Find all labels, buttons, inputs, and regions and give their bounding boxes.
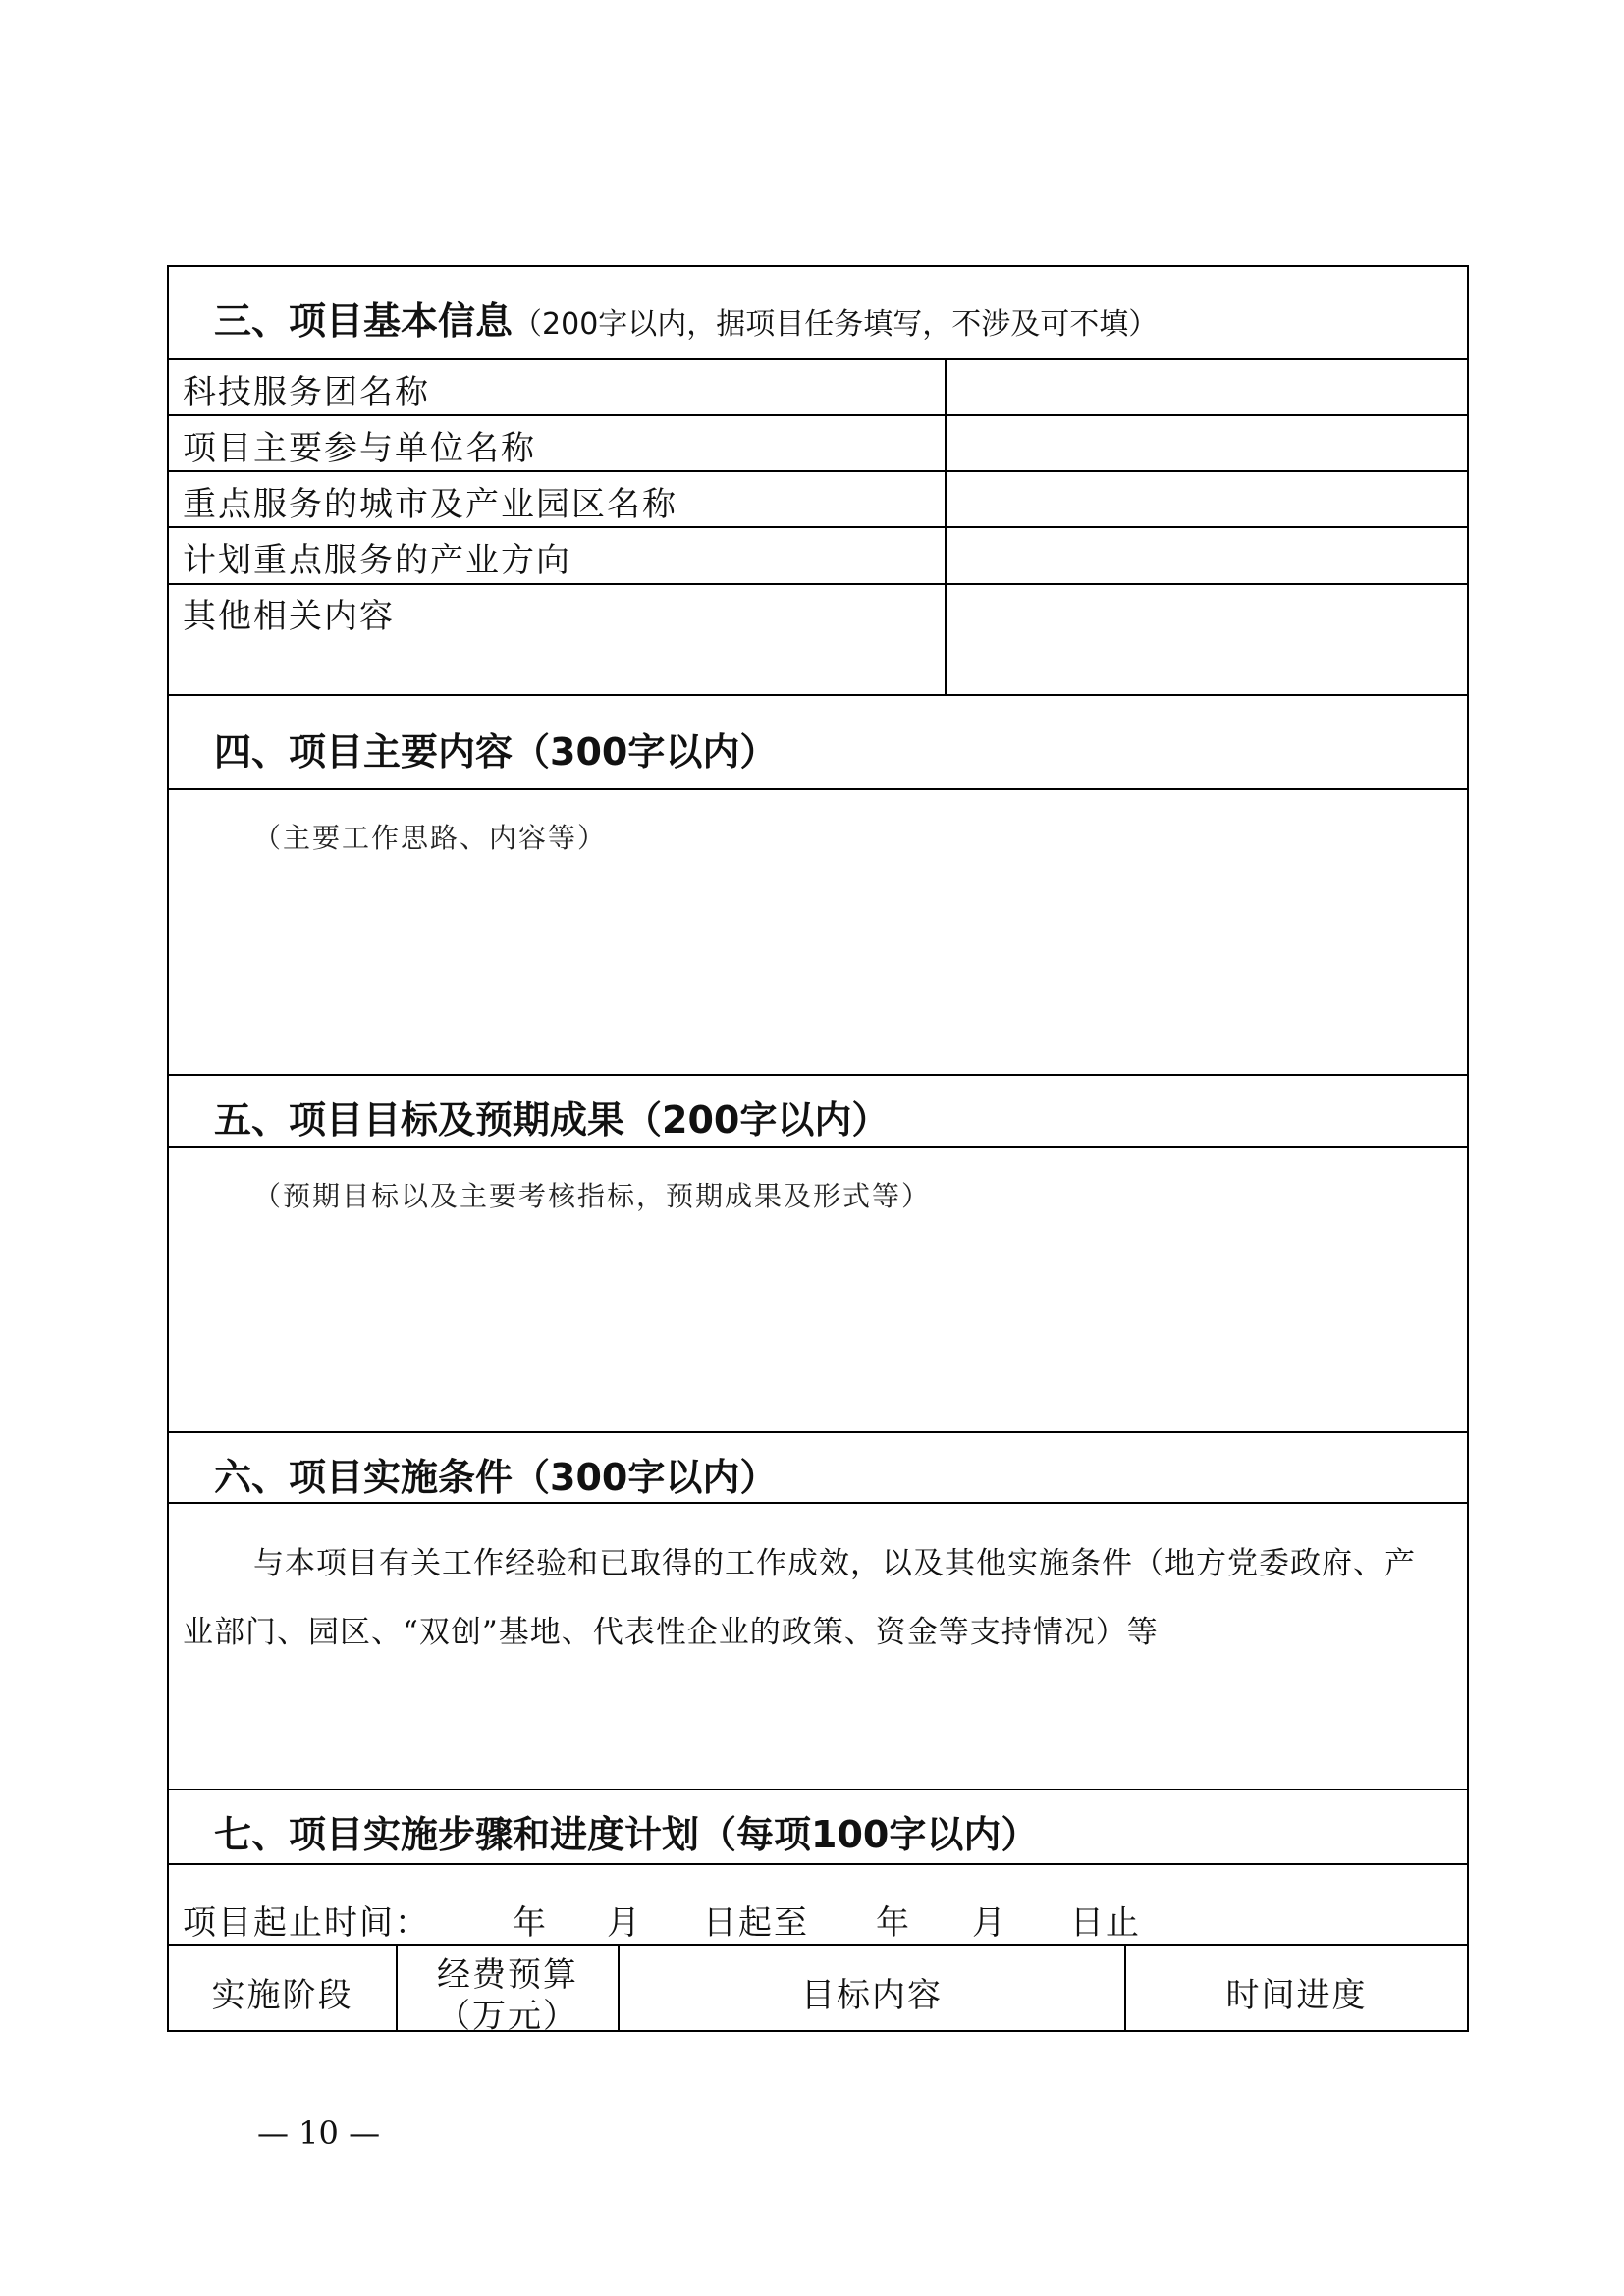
row-divider	[167, 358, 1469, 360]
section6-title: 六、项目实施条件（300字以内）	[214, 1456, 778, 1499]
section3-heading	[214, 291, 1158, 345]
row-divider	[167, 1944, 1469, 1946]
section5-hint: （预期目标以及主要考核指标，预期成果及形式等）	[253, 1180, 932, 1212]
section6-text-line1: 与本项目有关工作经验和已取得的工作成效，以及其他实施条件（地方党委政府、产	[253, 1546, 1416, 1581]
section4-hint: （主要工作思路、内容等）	[253, 822, 608, 854]
row-divider	[167, 526, 1469, 528]
info-row-label: 其他相关内容	[183, 597, 395, 636]
column-divider	[945, 358, 947, 694]
col-header-budget: 经费预算	[437, 1955, 578, 1995]
info-row-label: 科技服务团名称	[183, 373, 430, 412]
row-divider	[167, 583, 1469, 585]
col-header-budget-unit: （万元）	[437, 1997, 578, 2036]
section4-title: 四、项目主要内容（300字以内）	[214, 730, 778, 774]
page-number: — 10 —	[257, 2114, 381, 2152]
period-year-end: 年	[876, 1903, 911, 1943]
section3-note: （200字以内，据项目任务填写，不涉及可不填）	[513, 307, 1159, 342]
section3-title: 三、项目基本信息	[214, 299, 514, 343]
row-divider	[167, 414, 1469, 416]
section7-title: 七、项目实施步骤和进度计划（每项100字以内）	[214, 1813, 1039, 1856]
period-month: 月	[607, 1903, 642, 1943]
period-day-start: 日起至	[703, 1903, 809, 1943]
col-header-target: 目标内容	[801, 1976, 943, 2015]
period-day-end: 日止	[1070, 1903, 1141, 1943]
info-row-label: 项目主要参与单位名称	[183, 429, 536, 468]
period-year: 年	[513, 1903, 548, 1943]
row-divider	[167, 1431, 1469, 1433]
form-table	[167, 265, 1469, 2032]
row-divider	[167, 1074, 1469, 1076]
section5-title: 五、项目目标及预期成果（200字以内）	[214, 1098, 890, 1142]
row-divider	[167, 694, 1469, 696]
info-row-label: 重点服务的城市及产业园区名称	[183, 485, 677, 524]
section6-text-line2: 业部门、园区、“双创”基地、代表性企业的政策、资金等支持情况）等	[183, 1615, 1159, 1650]
period-label: 项目起止时间：	[183, 1903, 430, 1943]
row-divider	[167, 470, 1469, 472]
row-divider	[167, 1863, 1469, 1865]
period-month-end: 月	[972, 1903, 1007, 1943]
row-divider	[167, 788, 1469, 790]
row-divider	[167, 1502, 1469, 1504]
row-divider	[167, 1146, 1469, 1148]
row-divider	[167, 1789, 1469, 1790]
col-header-stage: 实施阶段	[211, 1976, 353, 2015]
info-row-label: 计划重点服务的产业方向	[183, 541, 571, 580]
col-header-schedule: 时间进度	[1225, 1976, 1368, 2015]
